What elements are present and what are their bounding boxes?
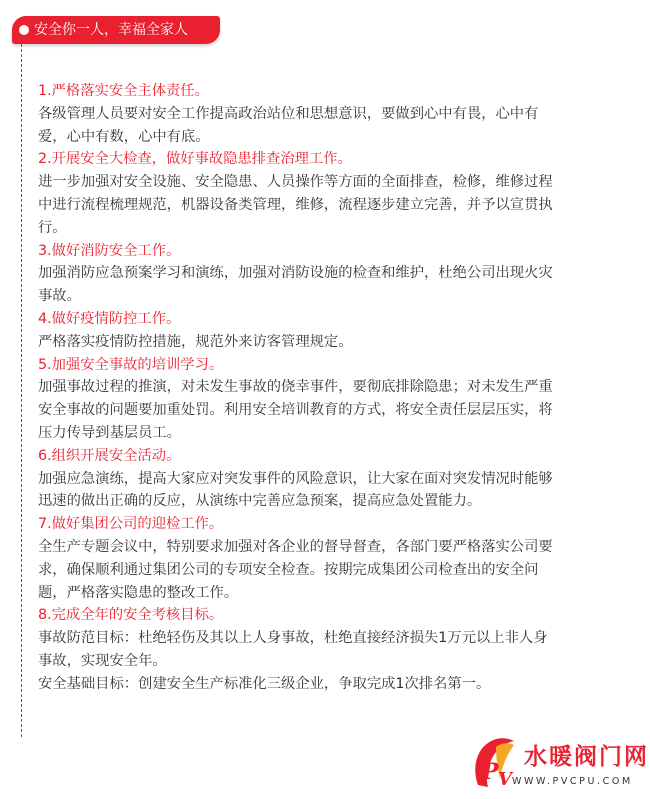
section-text-line: 事故。 [38,288,81,305]
section-heading: 3.做好消防安全工作。 [38,242,181,259]
title-banner [12,16,220,44]
section-text-line: 全生产专题会议中，特别要求加强对各企业的督导督查，各部门要严格落实公司要 [38,538,553,555]
section-text-line: 加强消防应急预案学习和演练，加强对消防设施的检查和维护，杜绝公司出现火灾 [38,265,553,282]
section-text-line: 迅速的做出正确的反应，从演练中完善应急预案，提高应急处置能力。 [38,493,482,510]
section-heading: 4.做好疫情防控工作。 [38,310,181,327]
article-content [38,80,638,696]
dashed-divider [21,44,22,737]
banner-title: 安全你一人，幸福全家人 [34,22,188,38]
section-heading: 2.开展安全大检查，做好事故隐患排查治理工作。 [38,151,352,168]
section-text-line: 事故，实现安全年。 [38,652,167,669]
logo-url: WWW.PVCPU.COM [512,776,633,787]
section-text-line: 压力传导到基层员工。 [38,424,181,441]
section-text-line: 进一步加强对安全设施、安全隐患、人员操作等方面的全面排查，检修，维修过程 [38,174,553,191]
section-text-line: 各级管理人员要对安全工作提高政治站位和思想意识，要做到心中有畏，心中有 [38,105,539,122]
section-heading: 7.做好集团公司的迎检工作。 [38,516,224,533]
section-text-line: 安全事故的问题要加重处罚。利用安全培训教育的方式，将安全责任层层压实，将 [38,402,553,419]
site-watermark-logo [468,733,649,793]
section-text-line: 事故防范目标：杜绝轻伤及其以上人身事故，杜绝直接经济损失1万元以上非人身 [38,630,548,647]
logo-name: 水暖阀门网 [524,744,649,770]
section-text-line: 加强事故过程的推演，对未发生事故的侥幸事件，要彻底排除隐患；对未发生严重 [38,379,553,396]
section-text-line: 严格落实疫情防控措施，规范外来访客管理规定。 [38,333,353,350]
section-text-line: 求，确保顺利通过集团公司的专项安全检查。按期完成集团公司检查出的安全问 [38,561,539,578]
svg-text:V: V [498,769,512,790]
section-text-line: 爱，心中有数，心中有底。 [38,128,210,145]
section-text-line: 题，严格落实隐患的整改工作。 [38,584,239,601]
section-text-line: 加强应急演练，提高大家应对突发事件的风险意识，让大家在面对突发情况时能够 [38,470,553,487]
section-text-line: 中进行流程梳理规范，机器设备类管理，维修，流程逐步建立完善，并予以宣贯执 [38,196,553,213]
section-heading: 1.严格落实安全主体责任。 [38,83,209,99]
bullet-dot-icon [19,25,29,35]
section-heading: 5.加强安全事故的培训学习。 [38,356,224,373]
section-heading: 6.组织开展安全活动。 [38,447,181,464]
section-heading: 8.完成全年的安全考核目标。 [38,607,224,624]
section-text-line: 行。 [38,219,67,236]
section-text-line: 安全基础目标：创建安全生产标准化三级企业，争取完成1次排名第一。 [38,675,491,692]
svg-text:P: P [482,759,499,785]
